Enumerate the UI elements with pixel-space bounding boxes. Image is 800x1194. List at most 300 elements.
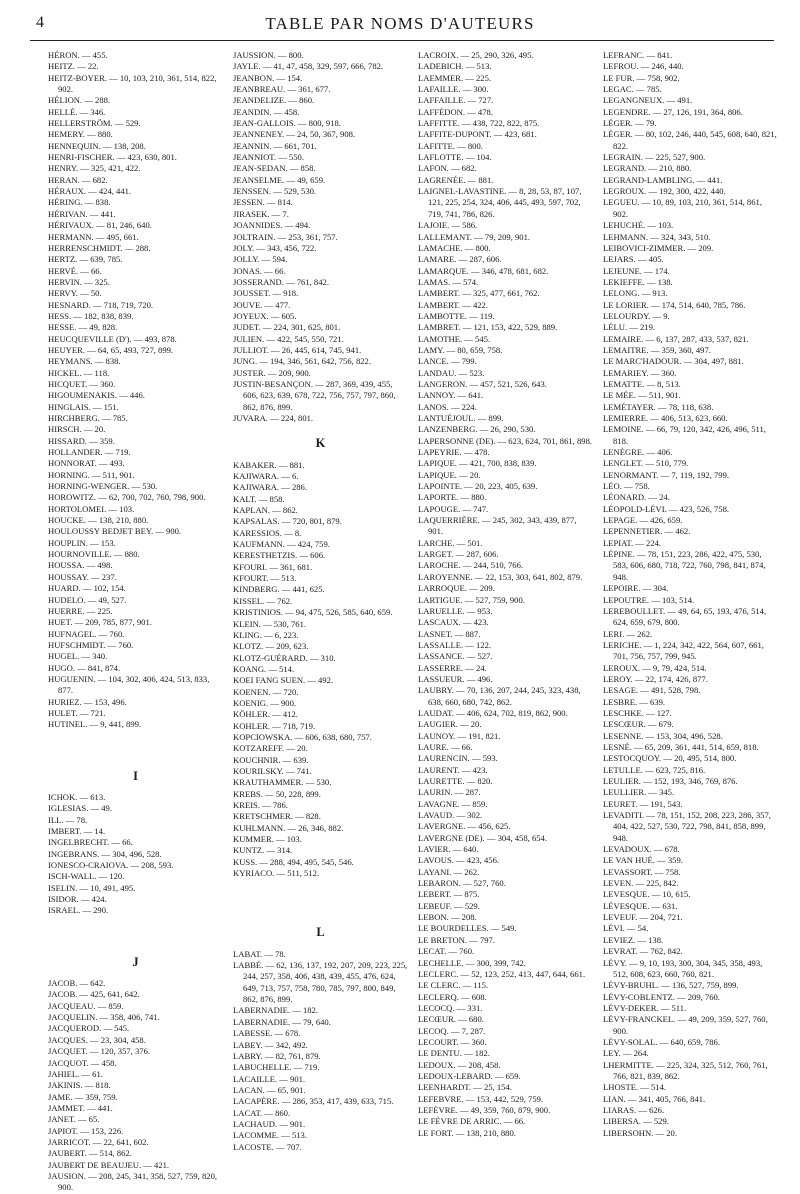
author-entry: LEPOUTRE. — 103, 514.	[603, 594, 695, 605]
author-entry: HICQUET. — 360.	[48, 378, 116, 389]
author-entry: KFOURI. — 361, 681.	[233, 561, 313, 572]
author-entry: LE CLERC. — 115.	[418, 980, 489, 991]
author-entry: LANOS. — 224.	[418, 401, 477, 412]
author-entry: LABAT. — 78.	[233, 948, 286, 959]
author-entry: LEDOUX. — 208, 458.	[418, 1059, 501, 1070]
author-entry: LEVADITI. — 78, 151, 152, 208, 223, 286, 357, 404, 422, 527, 530, 722, 798, 841, 858, 899, 948.	[603, 810, 771, 843]
author-entry: HIGOUMENAKIS. — 446.	[48, 390, 145, 401]
author-entry: HINGLAIS. — 151.	[48, 401, 119, 412]
author-entry: LEMAITRE. — 359, 360, 497.	[603, 344, 711, 355]
author-entry: KLOTZ-GUÉRARD. — 310.	[233, 652, 336, 663]
author-entry: HUTINEL. — 9, 441, 899.	[48, 719, 142, 730]
author-entry: LAYANI. — 262.	[418, 866, 480, 877]
author-entry: LAQUERRIÈRE. — 245, 302, 343, 439, 877, 901.	[418, 515, 577, 537]
author-entry: KÖHLER. — 412.	[233, 709, 298, 720]
author-entry: LEFEBVRE. — 153, 442, 529, 759.	[418, 1093, 544, 1104]
author-entry: JACOB. — 425, 641, 642.	[48, 989, 140, 1000]
author-entry: LESBRE. — 639.	[603, 696, 666, 707]
author-entry: KLEIN. — 530, 761.	[233, 618, 307, 629]
author-entry: LAFON. — 682.	[418, 163, 477, 174]
author-entry: LEULLIER. — 345.	[603, 787, 675, 798]
author-entry: LAMARQUE. — 346, 478, 681, 682.	[418, 265, 549, 276]
author-entry: IONESCO-CRAIOVA. — 208, 593.	[48, 860, 174, 871]
author-entry: HÉRIVAUX. — 81, 246, 640.	[48, 220, 152, 231]
author-entry: HÉRING. — 838.	[48, 197, 111, 208]
author-entry: LÉGER. — 80, 102, 246, 440, 545, 608, 640, 821, 822.	[603, 129, 777, 151]
author-entry: HUET. — 209, 785, 877, 901.	[48, 617, 152, 628]
author-entry: LALLEMANT. — 79, 209, 901.	[418, 231, 531, 242]
author-entry: LACAT. — 860.	[233, 1107, 291, 1118]
author-entry: LÉVY-COBLENTZ. — 209, 760.	[603, 991, 720, 1002]
author-entry: KISSEL. — 762.	[233, 595, 293, 606]
author-entry: KABAKER. — 881.	[233, 459, 305, 470]
author-entry: LEVASSORT. — 758.	[603, 866, 681, 877]
author-entry: LACROIX. — 25, 290, 326, 495.	[418, 50, 534, 60]
page-number: 4	[36, 14, 44, 31]
author-entry: LHERMITTE. — 225, 324, 325, 512, 760, 761, 766, 821, 839, 862.	[603, 1059, 768, 1081]
author-entry: ICHOK. — 613.	[48, 791, 106, 802]
author-entry: KOENEN. — 720.	[233, 686, 299, 697]
author-entry: JOUSSET. — 918.	[233, 288, 299, 299]
author-entry: LEBARON. — 527, 760.	[418, 878, 506, 889]
author-entry: KYRIACO. — 511, 512.	[233, 868, 320, 879]
author-entry: JAME. — 359, 759.	[48, 1091, 118, 1102]
author-entry: HISSARD. — 359.	[48, 435, 115, 446]
author-entry: ISRAEL. — 290.	[48, 905, 109, 916]
author-entry: LE VAN HUÉ. — 359.	[603, 855, 683, 866]
author-entry: LEGAC. — 785.	[603, 84, 662, 95]
author-entry: HERAN. — 682.	[48, 174, 108, 185]
author-entry: LE MÉE. — 511, 901.	[603, 390, 681, 401]
author-entry: LASNET. — 887.	[418, 628, 481, 639]
author-entry: LAMY. — 80, 659, 758.	[418, 344, 503, 355]
author-entry: JACQUOT. — 458.	[48, 1057, 117, 1068]
author-entry: HENRY. — 325, 421, 422.	[48, 163, 141, 174]
author-entry: HEUCQUEVILLE (D'). — 493, 878.	[48, 333, 177, 344]
author-entry: LASSANCE. — 527.	[418, 651, 493, 662]
author-entry: JAYLE. — 41, 47, 458, 329, 597, 666, 782.	[233, 61, 384, 72]
author-entry: LAMBRET. — 121, 153, 422, 529, 889.	[418, 322, 558, 333]
author-entry: JOUVE. — 477.	[233, 299, 291, 310]
author-entry: LAUNOY. — 191, 821.	[418, 730, 501, 741]
author-entry: LEY. — 264.	[603, 1048, 649, 1059]
author-entry: LAEMMER. — 225.	[418, 72, 492, 83]
author-entry: LAVOUS. — 423, 456.	[418, 855, 500, 866]
author-entry: HUERRE. — 225.	[48, 605, 113, 616]
author-entry: HOURNOVILLE. — 880.	[48, 549, 140, 560]
author-entry: HESSE. — 49, 828.	[48, 322, 118, 333]
author-entry: LECHELLE. — 300, 399, 742.	[418, 957, 526, 968]
author-entry: JACQUEAU. — 859.	[48, 1000, 124, 1011]
author-entry: LANDAU. — 523.	[418, 367, 485, 378]
author-entry: HUGEL. — 340.	[48, 651, 108, 662]
author-entry: LÉPINE. — 78, 151, 223, 286, 422, 475, 530, 583, 606, 680, 718, 722, 760, 798, 841, 874, 948.	[603, 549, 766, 582]
author-entry: LEFROU. — 246, 440.	[603, 61, 684, 72]
author-entry: LAVERGNE (DE). — 304, 458, 654.	[418, 832, 547, 843]
author-entry: LAJOIE. — 586.	[418, 220, 478, 231]
author-entry: LEJARS. — 405.	[603, 254, 664, 265]
author-entry: LEROUX. — 9, 79, 424, 514.	[603, 662, 707, 673]
author-entry: LELOURDY. — 9.	[603, 310, 670, 321]
author-entry: LESCŒUR. — 679.	[603, 719, 674, 730]
author-entry: LEHUCHÉ. — 103.	[603, 220, 674, 231]
author-entry: JEANSELME. — 49, 659.	[233, 174, 326, 185]
author-entry: LEMIERRE. — 406, 513, 623, 660.	[603, 413, 728, 423]
author-entry: LAURENT. — 423.	[418, 764, 488, 775]
author-entry: LÉLU. — 219.	[603, 322, 656, 333]
author-entry: LEBON. — 208.	[418, 912, 477, 923]
author-entry: ILL. — 78.	[48, 814, 88, 825]
author-entry: LAMBERT. — 325, 477, 661, 762.	[418, 288, 540, 299]
author-entry: LERI. — 262.	[603, 628, 653, 639]
author-entry: HENNEQUIN. — 138, 208.	[48, 140, 146, 151]
author-entry: LENÈGRE. — 406.	[603, 447, 673, 458]
author-entry: JOSSERAND. — 761, 842.	[233, 276, 329, 287]
author-entry: LESCHKE. — 127.	[603, 707, 672, 718]
author-entry: JIRASEK. — 7.	[233, 208, 289, 219]
section-spacer	[48, 731, 223, 757]
author-entry: LÉOPOLD-LÉVI. — 423, 526, 758.	[603, 503, 730, 514]
author-entry: LEGRAIN. — 225, 527, 900.	[603, 152, 706, 163]
author-entry: JEANDIN. — 458.	[233, 106, 300, 117]
author-entry: LAMBERT. — 422.	[418, 299, 488, 310]
author-entry: KREIS. — 786.	[233, 800, 288, 810]
author-entry: HUGUENIN. — 104, 302, 406, 424, 513, 833, 877.	[48, 673, 210, 696]
author-entry: JOANNIDES. — 494.	[233, 220, 311, 231]
author-entry: KALT. — 858.	[233, 493, 285, 504]
author-entry: LACHAUD. — 901.	[233, 1118, 306, 1129]
author-entry: LIBERSA. — 529.	[603, 1116, 669, 1127]
author-entry: LAUGIER. — 20.	[418, 719, 482, 730]
author-entry: LAGRENÉE. — 881.	[418, 174, 494, 185]
author-entry: JARRICOT. — 22, 641, 602.	[48, 1136, 149, 1147]
author-entry: HOUPLIN. — 153.	[48, 537, 116, 548]
author-entry: LEENHARDT. — 25, 154.	[418, 1082, 512, 1093]
author-entry: LEPENNETIER. — 462.	[603, 526, 691, 537]
author-entry: LABRY. — 82, 761, 879.	[233, 1050, 321, 1061]
author-entry: LÉONARD. — 24.	[603, 492, 670, 503]
author-entry: HERTZ. — 639, 785.	[48, 254, 123, 265]
author-entry: HOULOUSSY BEDJET BEY. — 900.	[48, 526, 182, 537]
author-entry: LEMARIEY. — 360.	[603, 367, 677, 378]
author-entry: KUSS. — 288, 494, 495, 545, 546.	[233, 856, 354, 867]
author-entry: HÉRON. — 455.	[48, 50, 108, 60]
author-entry: HEITZ-BOYER. — 10, 103, 210, 361, 514, 822, 902.	[48, 72, 217, 95]
author-entry: JACQUES. — 23, 304, 458.	[48, 1034, 146, 1045]
author-entry: LABBÉ. — 62, 136, 137, 192, 207, 209, 223, 225, 244, 257, 358, 406, 438, 439, 455, 476, 624, 649, 713, 757, 758, 780, 785, 797, 800, 849, 862, 876, 899.	[233, 960, 408, 1005]
author-entry: LEBERT. — 875.	[418, 889, 480, 900]
author-entry: LEPAGE. — 426, 659.	[603, 515, 683, 526]
author-entry: JUSTER. — 209, 900.	[233, 367, 311, 378]
author-entry: KERESTHETZIS. — 606.	[233, 550, 326, 561]
author-entry: LAUBRY. — 70, 136, 207, 244, 245, 323, 438, 638, 660, 680, 742, 862.	[418, 685, 581, 707]
author-entry: HERMANN. — 495, 661.	[48, 231, 139, 242]
author-entry: LEVRAT. — 762, 842.	[603, 946, 683, 957]
page-title: TABLE PAR NOMS D'AUTEURS	[265, 14, 535, 33]
author-entry: LEVESQUE. — 10, 615.	[603, 889, 691, 900]
author-entry: LÉVESQUE. — 631.	[603, 900, 678, 911]
author-entry: LEHMANN. — 324, 343, 510.	[603, 231, 711, 242]
author-entry: LABEY. — 342, 492.	[233, 1039, 308, 1050]
author-entry: LABUCHELLE. — 719.	[233, 1062, 320, 1073]
author-entry: LASCAUX. — 423.	[418, 617, 489, 628]
author-entry: JULIEN. — 422, 545, 550, 721.	[233, 333, 344, 344]
author-entry: LAPOINTE. — 20, 223, 405, 639.	[418, 481, 538, 492]
author-entry: LAMOTHE. — 545.	[418, 333, 491, 344]
author-entry: LENGLET. — 510, 779.	[603, 458, 689, 469]
author-entry: LECAT. — 760.	[418, 946, 475, 957]
author-entry: LECŒUR. — 680.	[418, 1014, 484, 1025]
author-entry: HOROWITZ. — 62, 700, 702, 760, 798, 900.	[48, 492, 206, 503]
author-entry: JACQUELIN. — 358, 406, 741.	[48, 1012, 160, 1023]
author-entry: LE LORIER. — 174, 514, 640, 785, 786.	[603, 299, 746, 310]
author-entry: LÉVY-FRANCKEL. — 49, 209, 359, 527, 760, 900.	[603, 1014, 768, 1036]
author-entry: LE FÈVRE DE ARRIC. — 66.	[418, 1116, 526, 1127]
author-entry: KFOURT. — 513.	[233, 573, 297, 584]
author-entry: LEMÉTAYER. — 78, 118, 638.	[603, 401, 714, 412]
author-entry: LAFAILLE. — 300.	[418, 84, 489, 95]
author-entry: LESENNE. — 153, 304, 496, 528.	[603, 730, 723, 741]
author-entry: LECOCQ. — 331.	[418, 1002, 483, 1013]
author-entry: ISELIN. — 10, 491, 495.	[48, 882, 136, 893]
author-entry: LANGERON. — 457, 521, 526, 643.	[418, 378, 547, 389]
author-entry: JESSEN. — 814.	[233, 197, 293, 208]
author-entry: HELLERSTRÖM. — 529.	[48, 118, 141, 129]
author-entry: HURIEZ. — 153, 496.	[48, 696, 127, 707]
author-entry: LAFFAILLE. — 727.	[418, 95, 494, 106]
author-entry: JUNG. — 194, 346, 561, 642, 756, 822.	[233, 356, 371, 367]
author-entry: JEANNIOT. — 550.	[233, 152, 304, 163]
author-entry: KOANG. — 514.	[233, 663, 295, 674]
author-entry: LÉVY-BRUHL. — 136, 527, 759, 899.	[603, 980, 739, 991]
author-entry: LABERNADIE. — 79, 640.	[233, 1016, 331, 1027]
author-entry: LAFFITTE. — 438, 722, 822, 875.	[418, 118, 540, 129]
author-entry: LEULIER. — 152, 193, 346, 769, 876.	[603, 776, 738, 786]
author-entry: LEVEUF. — 204, 721.	[603, 912, 683, 923]
author-entry: HESNARD. — 718, 719, 720.	[48, 299, 154, 310]
author-entry: HORNING-WENGER. — 530.	[48, 481, 158, 492]
author-entry: LEGENDRE. — 27, 126, 191, 364, 806.	[603, 106, 743, 117]
author-entry: JACOB. — 642.	[48, 978, 106, 989]
author-entry: LARTIGUE. — 527, 759, 900.	[418, 594, 525, 605]
author-entry: KLOTZ. — 209, 623.	[233, 641, 309, 652]
author-entry: JENSSEN. — 529, 530.	[233, 186, 317, 197]
author-entry: LAMACHE. — 800.	[418, 242, 491, 253]
author-entry: KRISTINIOS. — 94, 475, 526, 585, 640, 659.	[233, 607, 393, 618]
author-entry: LEBEUF. — 529.	[418, 900, 480, 911]
author-entry: LACAPÈRE. — 286, 353, 417, 439, 633, 715.	[233, 1096, 394, 1107]
author-entry: KAPLAN. — 862.	[233, 505, 298, 516]
author-entry: HENRI-FISCHER. — 423, 630, 801.	[48, 152, 177, 163]
author-entry: ISCH-WALL. — 120.	[48, 871, 125, 882]
author-entry: JAMMET. — 441.	[48, 1102, 113, 1113]
author-entry: JEAN-SEDAN. — 858.	[233, 163, 316, 174]
author-entry: LABESSE. — 678.	[233, 1028, 301, 1039]
author-entry: LHOSTE. — 514.	[603, 1082, 667, 1093]
author-entry: JONAS. — 66.	[233, 265, 286, 276]
author-entry: LARUELLE. — 953.	[418, 605, 493, 616]
author-entry: HOUSSAY. — 237.	[48, 571, 117, 582]
author-entry: KLING. — 6, 223.	[233, 629, 299, 640]
author-entry: HUDELO. — 49, 527.	[48, 594, 127, 605]
author-entry: KUNTZ. — 314.	[233, 845, 293, 856]
author-entry: KAJIWARA. — 286.	[233, 482, 307, 493]
index-column-1	[48, 50, 233, 1193]
author-entry: LASSALLE. — 122.	[418, 639, 492, 650]
author-entry: KRETSCHMER. — 828.	[233, 811, 321, 822]
author-entry: LECOQ. — 7, 287.	[418, 1025, 486, 1036]
author-entry: LIBERSOHN. — 20.	[603, 1127, 678, 1138]
author-entry: LESAGE. — 491, 528, 798.	[603, 685, 701, 696]
author-entry: HERVY. — 50.	[48, 288, 102, 299]
author-entry: LE DENTU. — 182.	[418, 1048, 490, 1059]
author-entry: KUHLMANN. — 26, 346, 882.	[233, 822, 344, 833]
author-entry: HEITZ. — 22.	[48, 61, 99, 72]
author-entry: LEMAIRE. — 6, 137, 287, 433, 537, 821.	[603, 333, 749, 344]
author-entry: LEMOINE. — 66, 79, 120, 342, 426, 496, 511, 818.	[603, 424, 766, 446]
author-entry: LEREBOULLET. — 49, 64, 65, 193, 476, 514, 624, 659, 679, 800.	[603, 605, 767, 628]
index-column-2	[233, 50, 418, 1152]
author-entry: KOHLER. — 718, 719.	[233, 720, 316, 731]
author-entry: LAMAS. — 574.	[418, 276, 479, 287]
author-entry: HORTOLOMEI. — 103.	[48, 503, 135, 514]
author-entry: LANCE. — 799.	[418, 356, 477, 367]
author-entry: LEVADOUX. — 678.	[603, 844, 680, 855]
author-entry: LEGANGNEUX. — 491.	[603, 95, 693, 106]
author-entry: JULLIOT. — 26, 445, 614, 745, 941.	[233, 344, 362, 355]
author-entry: HERRENSCHMIDT. — 288.	[48, 242, 151, 253]
author-entry: INGEBRANS. — 304, 496, 528.	[48, 848, 162, 859]
author-entry: LAUDAT. — 406, 624, 702, 819, 862, 900.	[418, 707, 568, 718]
author-entry: HESS. — 182, 838, 839.	[48, 310, 134, 321]
index-column-3	[418, 50, 603, 1138]
author-entry: LEFÈVRE. — 49, 359, 760, 879, 900.	[418, 1104, 551, 1115]
author-entry: HIRSCH. — 20.	[48, 424, 106, 435]
author-entry: JAUSSION. — 800.	[233, 50, 304, 60]
author-entry: HÉLION. — 288.	[48, 95, 111, 106]
author-entry: LAPIQUE. — 20.	[418, 469, 481, 480]
author-entry: LACAILLE. — 901.	[233, 1073, 306, 1084]
author-entry: LIAN. — 341, 405, 766, 841.	[603, 1093, 706, 1104]
section-letter: I	[133, 768, 138, 783]
author-entry: LE BOURDELLES. — 549.	[418, 923, 517, 934]
author-entry: KRAUTHAMMER. — 530.	[233, 777, 332, 788]
author-entry: LAROCHE. — 244, 510, 766.	[418, 560, 524, 571]
author-entry: JAHIEL. — 61.	[48, 1068, 103, 1079]
author-entry: HOLLANDER. — 719.	[48, 447, 131, 458]
author-entry: KOURILSKY. — 741.	[233, 765, 312, 776]
author-entry: JAUBERT DE BEAUJEU. — 421.	[48, 1159, 170, 1170]
author-entry: LACOMME. — 513.	[233, 1130, 308, 1141]
author-entry: KARESSIOS. — 8.	[233, 527, 302, 538]
author-entry: HÉRIVAN. — 441.	[48, 208, 116, 219]
author-entry: JEANNIN. — 661, 701.	[233, 140, 317, 151]
author-entry: JOLLY. — 594.	[233, 254, 288, 265]
author-entry: HUGO. — 841, 874.	[48, 662, 121, 673]
author-entry: KOEI FANG SUEN. — 492.	[233, 675, 334, 686]
index-column-4	[603, 50, 788, 1138]
author-entry: KUMMER. — 103.	[233, 834, 302, 845]
author-entry: LAPORTE. — 880.	[418, 492, 487, 503]
author-entry: KAPSALAS. — 720, 801, 879.	[233, 516, 342, 527]
author-entry: HERVÉ. — 66.	[48, 265, 102, 276]
author-entry: LESNÉ. — 65, 209, 361, 441, 514, 659, 818.	[603, 741, 759, 752]
author-entry: LANTUÉJOUL. — 899.	[418, 413, 504, 423]
author-entry: INGELBRECHT. — 66.	[48, 837, 133, 848]
author-entry: LACOSTE. — 707.	[233, 1141, 302, 1152]
author-entry: JEANNENEY. — 24, 50, 367, 908.	[233, 129, 356, 140]
author-entry: IMBERT. — 14.	[48, 826, 106, 836]
author-entry: LEGROUX. — 192, 300, 422, 440.	[603, 186, 726, 197]
author-entry: HIRCHBERG. — 785.	[48, 413, 128, 423]
author-entry: LAPEYRIE. — 478.	[418, 447, 490, 458]
author-entry: HOUSSA. — 498.	[48, 560, 113, 571]
author-entry: LAVAGNE. — 859.	[418, 798, 488, 809]
author-entry: LEGUEU. — 10, 89, 103, 210, 361, 514, 861, 902.	[603, 197, 762, 219]
author-entry: LAURENCIN. — 593.	[418, 753, 498, 764]
author-entry: LAROYENNE. — 22, 153, 303, 641, 802, 879.	[418, 571, 583, 582]
author-entry: KAJIWARA. — 6.	[233, 471, 299, 482]
author-entry: HUARD. — 102, 154.	[48, 583, 126, 594]
author-entry: HULET. — 721.	[48, 707, 106, 718]
author-entry: LAURETTE. — 820.	[418, 776, 493, 786]
author-entry: LÉVY. — 9, 10, 193, 300, 304, 345, 358, 493, 512, 608, 623, 660, 760, 821.	[603, 957, 763, 979]
author-entry: JOLY. — 343, 456, 722.	[233, 242, 317, 253]
author-entry: LANZENBERG. — 26, 290, 530.	[418, 424, 536, 435]
author-entry: LEGRAND. — 210, 880.	[603, 163, 692, 174]
author-entry: LEGRAND-LAMBLING. — 441.	[603, 174, 723, 185]
author-entry: HICKEL. — 118.	[48, 367, 110, 378]
author-entry: JAUSION. — 208, 245, 341, 358, 527, 759, 820, 900.	[48, 1170, 218, 1193]
author-entry: LÉVI. — 54.	[603, 923, 649, 934]
author-entry: LENORMANT. — 7, 119, 192, 799.	[603, 469, 730, 480]
author-entry: JUDET. — 224, 301, 625, 801.	[233, 322, 341, 333]
author-entry: JACQUET. — 120, 357, 376.	[48, 1046, 151, 1057]
author-entry: LÉVY-SOLAL. — 640, 659, 786.	[603, 1036, 720, 1047]
author-entry: LAFFITE-DUPONT. — 423, 681.	[418, 129, 537, 140]
author-entry: HÉRAUX. — 424, 441.	[48, 186, 132, 197]
author-entry: LAFITTE. — 800.	[418, 140, 483, 151]
author-entry: JEANDELIZE. — 860.	[233, 95, 315, 106]
author-entry: LEURET. — 191, 543.	[603, 798, 683, 809]
author-entry: JEAN-GALLOIS. — 800, 918.	[233, 118, 341, 129]
section-letter: L	[316, 925, 325, 940]
author-entry: JEANBON. — 154.	[233, 72, 303, 83]
author-entry: HEMERY. — 880.	[48, 129, 113, 140]
author-entry: LEKIEFFE. — 138.	[603, 276, 673, 287]
author-entry: KOUCHNIR. — 639.	[233, 754, 309, 765]
author-entry: LAPIQUE. — 421, 700, 838, 839.	[418, 458, 537, 469]
author-entry: LEJEUNE. — 174.	[603, 265, 670, 276]
author-entry: HORNING. — 511, 901.	[48, 469, 135, 480]
author-entry: LAVIER. — 640.	[418, 844, 479, 855]
author-entry: LEROY. — 22, 174, 426, 877.	[603, 673, 708, 684]
author-entry: JAUBERT. — 514, 862.	[48, 1148, 132, 1159]
author-entry: LESTOCQUOY. — 20, 495, 514, 800.	[603, 753, 737, 764]
author-entry: JEANBREAU. — 361, 677.	[233, 84, 331, 95]
author-entry: LÉO. — 758.	[603, 481, 650, 492]
author-entry: JOLTRAIN. — 253, 361, 757.	[233, 231, 338, 242]
author-entry: LÉGER. — 79.	[603, 118, 657, 129]
author-entry: LEMATTE. — 8, 513.	[603, 378, 681, 389]
author-entry: JANET. — 65.	[48, 1114, 100, 1125]
author-entry: LIARAS. — 626.	[603, 1104, 665, 1115]
author-entry: LEPOIRE. — 304.	[603, 583, 669, 594]
section-letter: J	[132, 954, 139, 969]
author-entry: LAPOUGE. — 747.	[418, 503, 489, 514]
author-entry: LERICHE. — 1, 224, 342, 422, 564, 607, 661, 701, 756, 757, 799, 945.	[603, 639, 764, 662]
author-entry: LELONG. — 913.	[603, 288, 668, 299]
